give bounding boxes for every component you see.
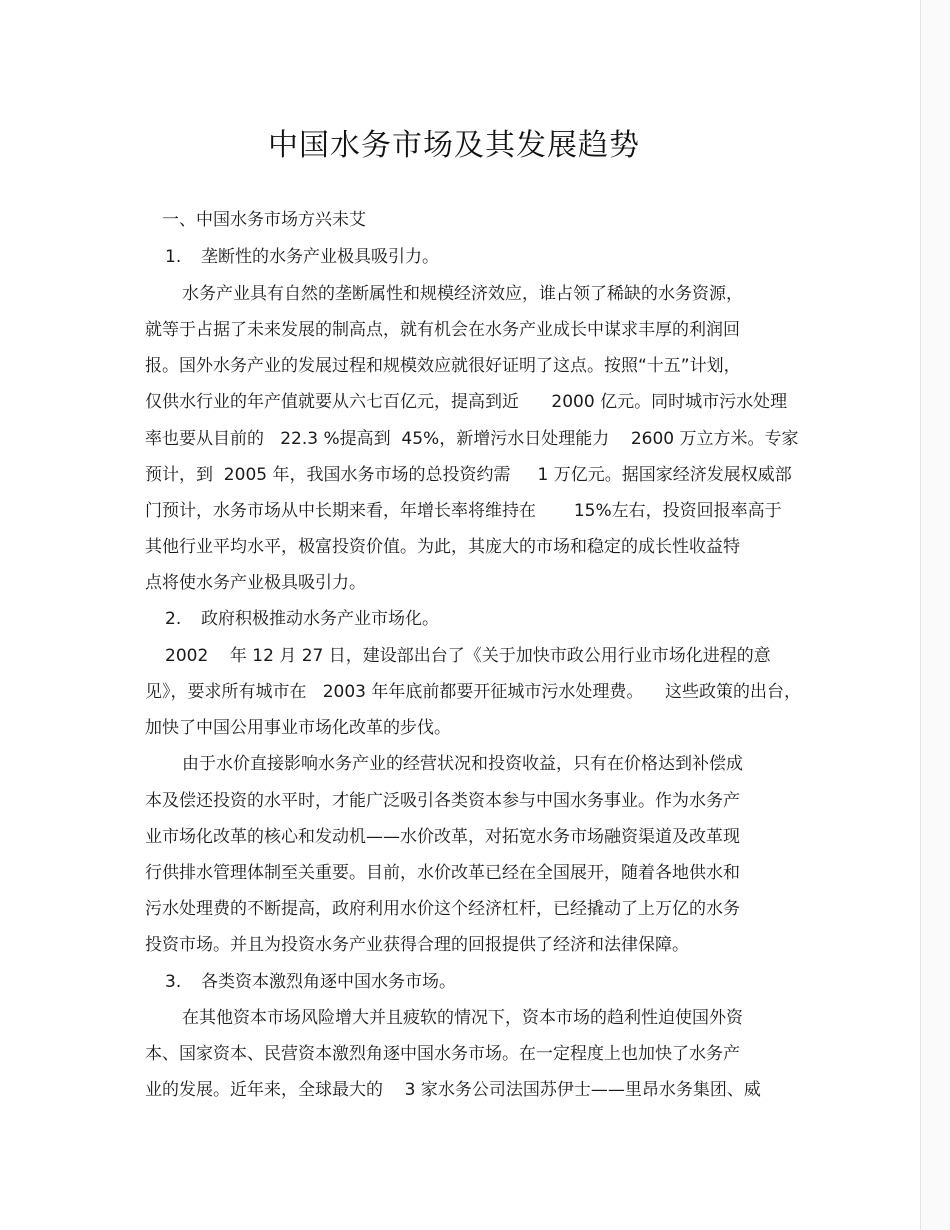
paragraph-line: 行供排水管理体制至关重要。目前，水价改革已经在全国展开，随着各地供水和 — [145, 863, 740, 883]
paragraph-line: 点将使水务产业极具吸引力。 — [145, 573, 366, 593]
paragraph-line: 报。国外水务产业的发展过程和规模效应就很好证明了这点。按照“十五”计划， — [145, 356, 741, 376]
paragraph-line: 本、国家资本、民营资本激烈角逐中国水务市场。在一定程度上也加快了水务产 — [145, 1044, 740, 1064]
paragraph-line: 投资市场。并且为投资水务产业获得合理的回报提供了经济和法律保障。 — [145, 935, 689, 955]
paragraph-line: 仅供水行业的年产值就要从六七百亿元，提高到近 2000 亿元。同时城市污水处理 — [145, 392, 788, 412]
paragraph-line: 就等于占据了未来发展的制高点，就有机会在水务产业成长中谋求丰厚的利润回 — [145, 320, 740, 340]
section-heading: 一、中国水务市场方兴未艾 — [162, 210, 366, 230]
item-heading-1 — [165, 245, 439, 269]
viewer-background — [921, 0, 950, 1230]
document-title: 中国水务市场及其发展趋势 — [268, 128, 640, 163]
paragraph-line: 率也要从目前的 22.3 %提高到 45%，新增污水日处理能力 2600 万立方米。专家 — [145, 429, 799, 449]
item-heading-text: 政府积极推动水务产业市场化。 — [201, 609, 439, 629]
paragraph-line: 由于水价直接影响水务产业的经营状况和投资收益，只有在价格达到补偿成 — [182, 754, 743, 774]
paragraph-line: 2002 年 12 月 27 日，建设部出台了《关于加快市政公用行业市场化进程的意 — [165, 646, 771, 666]
paragraph-line: 污水处理费的不断提高，政府利用水价这个经济杠杆，已经撬动了上万亿的水务 — [145, 899, 740, 919]
item-heading-text: 垄断性的水务产业极具吸引力。 — [201, 247, 439, 267]
paragraph-line: 业市场化改革的核心和发动机——水价改革，对拓宽水务市场融资渠道及改革现 — [145, 827, 740, 847]
paragraph-line: 其他行业平均水平，极富投资价值。为此，其庞大的市场和稳定的成长性收益特 — [145, 537, 740, 557]
paragraph-line: 本及偿还投资的水平时，才能广泛吸引各类资本参与中国水务事业。作为水务产 — [145, 791, 740, 811]
item-heading-2 — [165, 607, 439, 631]
paragraph-line: 预计，到 2005 年，我国水务市场的总投资约需 1 万亿元。据国家经济发展权威部 — [145, 465, 792, 485]
paragraph-line: 在其他资本市场风险增大并且疲软的情况下，资本市场的趋利性迫使国外资 — [182, 1008, 743, 1028]
paragraph-line: 水务产业具有自然的垄断属性和规模经济效应，谁占领了稀缺的水务资源， — [182, 284, 743, 304]
paragraph-line: 门预计，水务市场从中长期来看，年增长率将维持在 15%左右，投资回报率高于 — [145, 501, 782, 521]
paragraph-line: 见》，要求所有城市在 2003 年年底前都要开征城市污水处理费。 这些政策的出台， — [145, 682, 801, 702]
item-number: 1. — [165, 247, 182, 267]
item-number: 2. — [165, 609, 182, 629]
item-number: 3. — [165, 972, 182, 992]
paragraph-line: 业的发展。近年来，全球最大的 3 家水务公司法国苏伊士——里昂水务集团、威 — [145, 1080, 761, 1100]
paragraph-line: 加快了中国公用事业市场化改革的步伐。 — [145, 718, 451, 738]
item-heading-3 — [165, 970, 456, 994]
item-heading-text: 各类资本激烈角逐中国水务市场。 — [201, 972, 456, 992]
